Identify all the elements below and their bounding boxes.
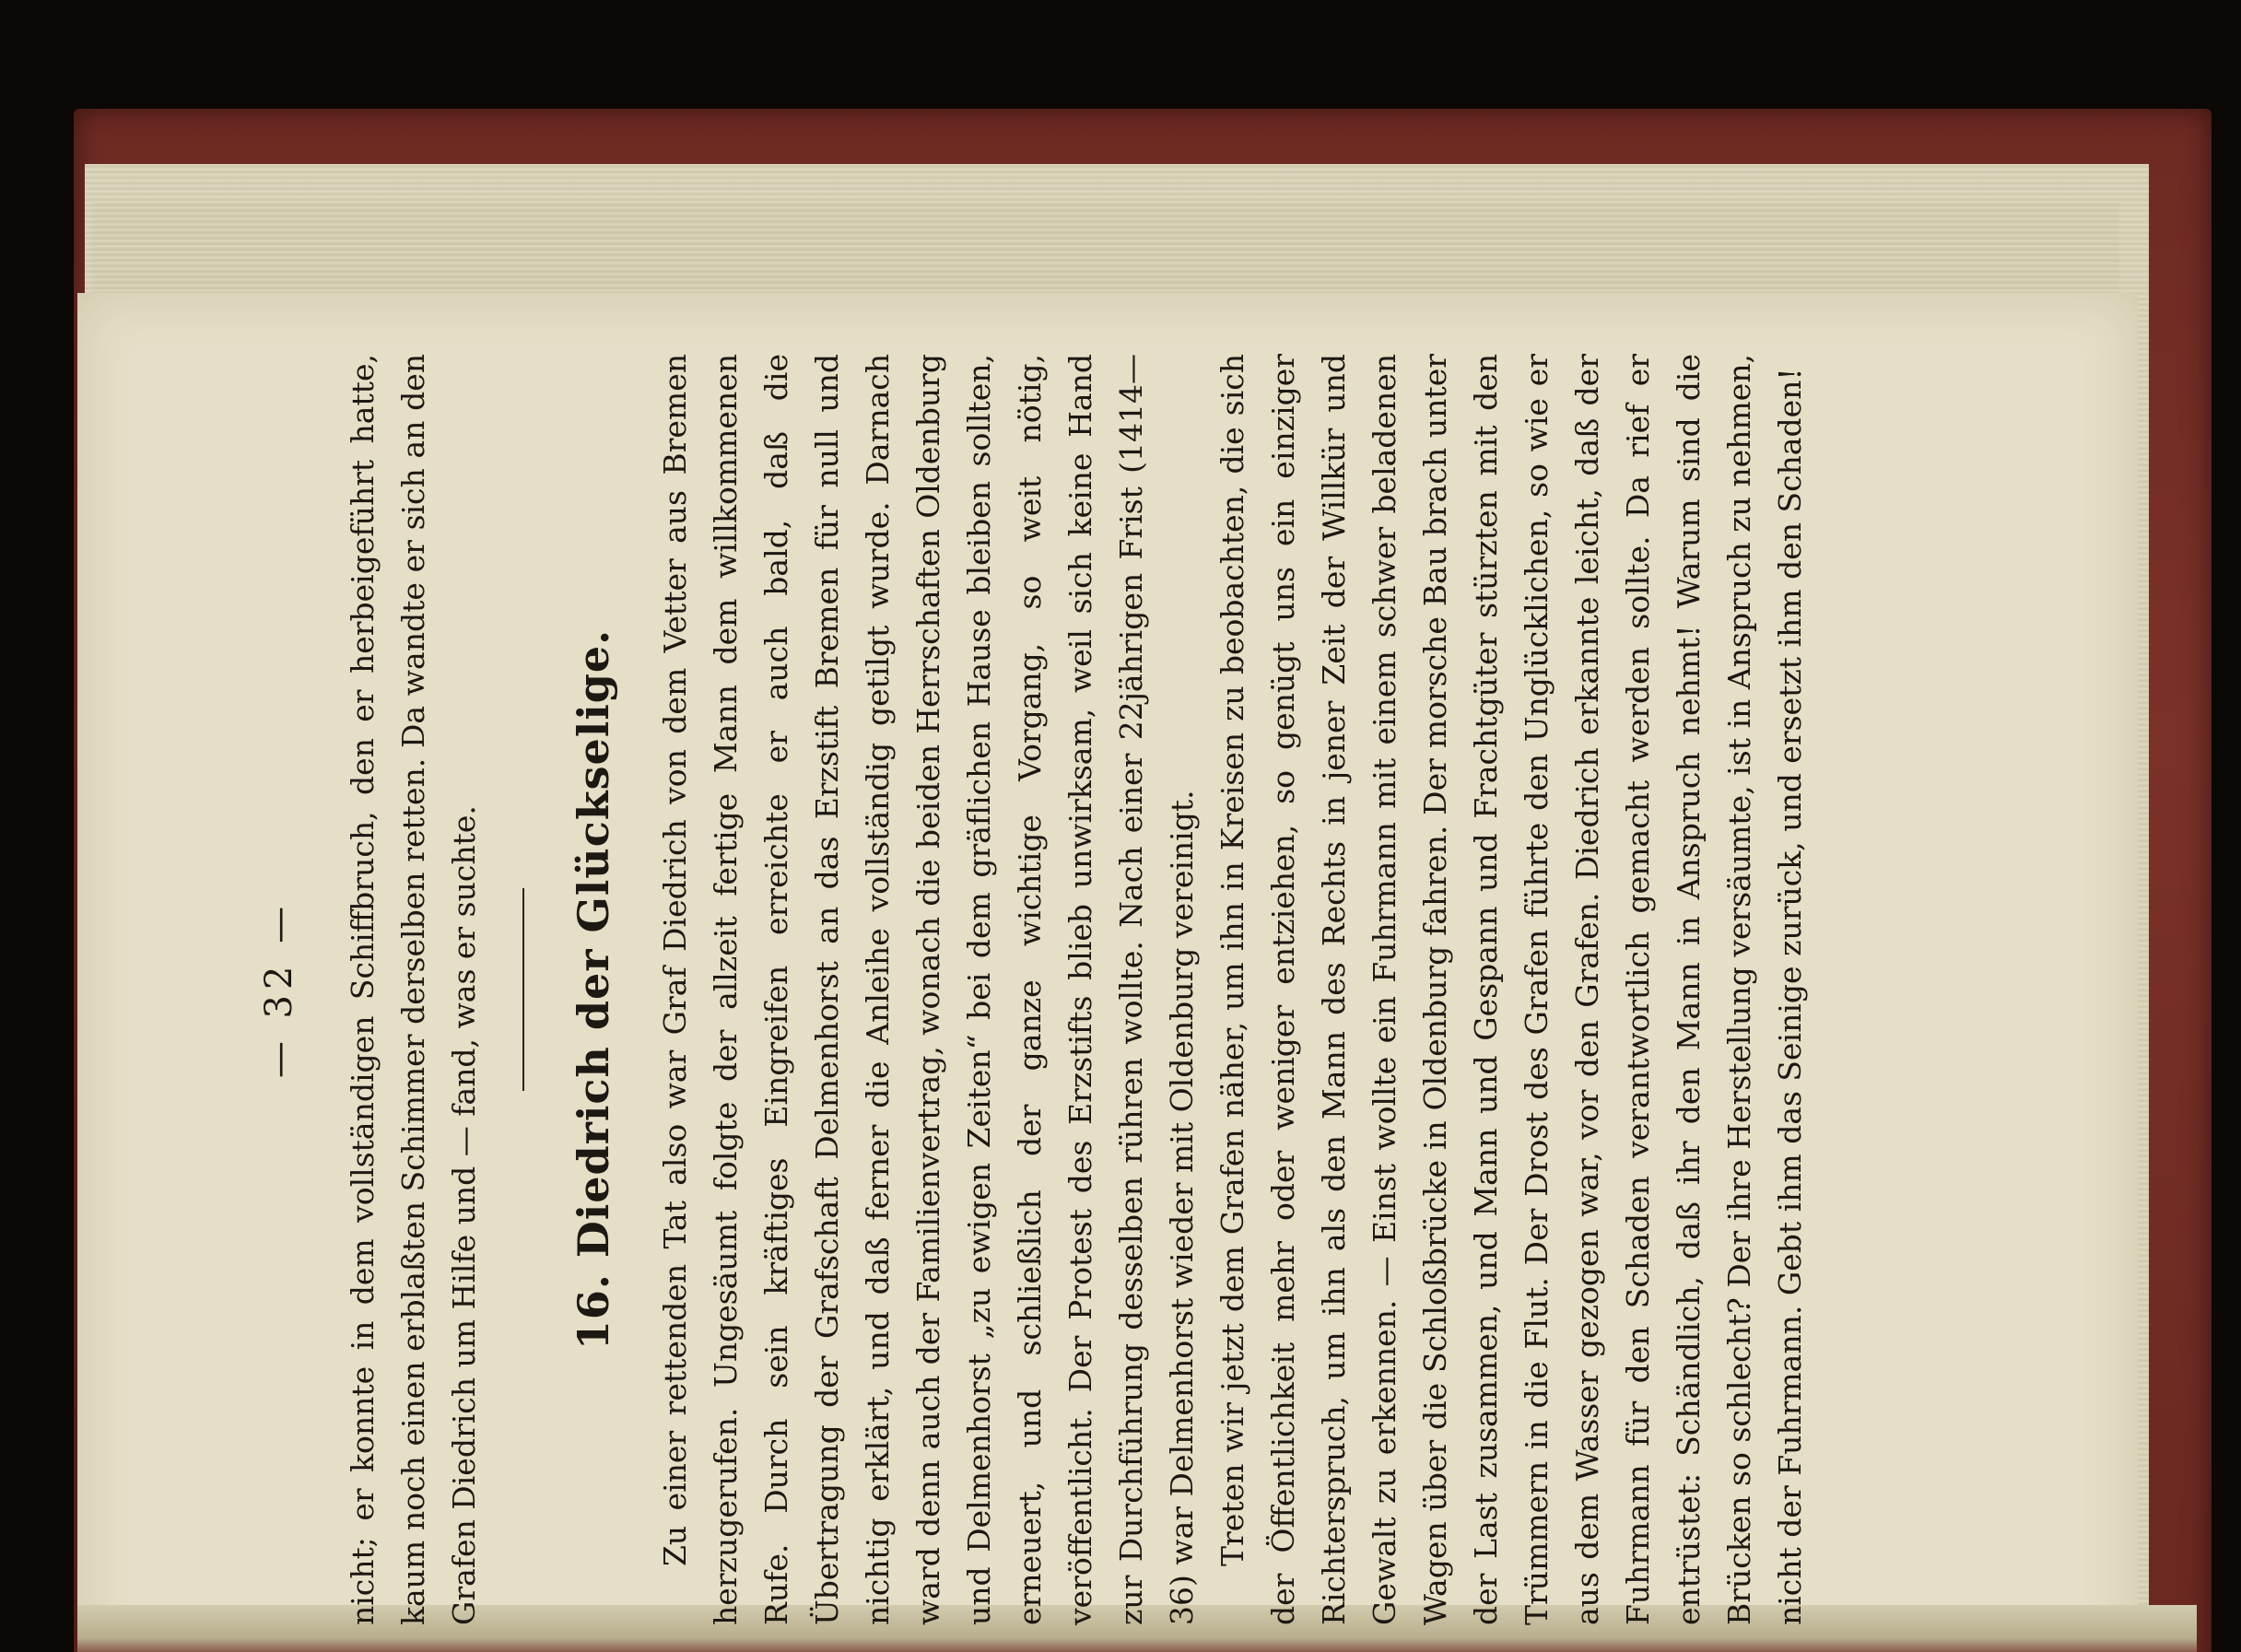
body-paragraph-1: Zu einer rettenden Tat also war Graf Diedrich von dem Vetter aus Bremen herzugerufen. Ungesäumt folgte der allzeit fertige Mann dem willkommenen Rufe. Durch sein kräftiges Eingreifen erreichte er auch bald, daß die Übertragung der Grafschaft Delmenhorst an das Erzstift Bremen für null und nichtig erklärt, und daß ferner die Anleihe vollständig getilgt wurde. Darnach ward denn auch der Familienvertrag, wonach die beiden Herrschaften Oldenburg und Delmenhorst „zu ewigen Zeiten“ bei dem gräflichen Hause bleiben sollten, erneuert, und schließlich der ganze wichtige Vorgang, so weit nötig, veröffentlicht. Der Protest des Erzstifts blieb unwirksam, weil sich keine Hand zur Durchführung desselben rühren wollte. Nach einer 22jährigen Frist (1414—36) war Delmenhorst wieder mit Oldenburg vereinigt. xyxy=(657,354,1200,1625)
page-number: — 32 — xyxy=(258,900,300,1079)
section-heading: 16. Diedrich der Glückselige. xyxy=(569,628,618,1351)
body-paragraph-2: Treten wir jetzt dem Grafen näher, um ihn in Kreisen zu beobachten, die sich der Öffentlichkeit mehr oder weniger entziehen, so genügt uns ein einziger Richterspruch, um ihn als den Mann des Rechts in jener Zeit der Willkür und Gewalt zu erkennen. — Einst wollte ein Fuhrmann mit einem schwer beladenen Wagen über die Schloßbrücke in Oldenburg fahren. Der morsche Bau brach unter der Last zusammen, und Mann und Gespann und Frachtgüter stürzten mit den Trümmern in die Flut. Der Drost des Grafen führte den Unglücklichen, so wie er aus dem Wasser gezogen war, vor den Grafen. Diedrich erkannte leicht, daß der Fuhrmann für den Schaden verantwortlich gemacht werden sollte. Da rief er entrüstet: Schändlich, daß ihr den Mann in Anspruch nehmt! Warum sind die Brücken so schlecht? Der ihre Herstellung versäumte, ist in Anspruch zu nehmen, nicht der Fuhrmann. Gebt ihm das Seinige zurück, und ersetzt ihm den Schaden! xyxy=(1214,354,1808,1625)
page-content xyxy=(249,299,2073,1652)
section-divider xyxy=(522,888,524,1091)
intro-paragraph: nicht; er konnte in dem vollständigen Schiffbruch, den er herbeigeführt hatte, kaum noch einen erblaßten Schimmer derselben retten. Da wandte er sich an den Grafen Diedrich um Hilfe und — fand, was er suchte. xyxy=(345,354,482,1625)
